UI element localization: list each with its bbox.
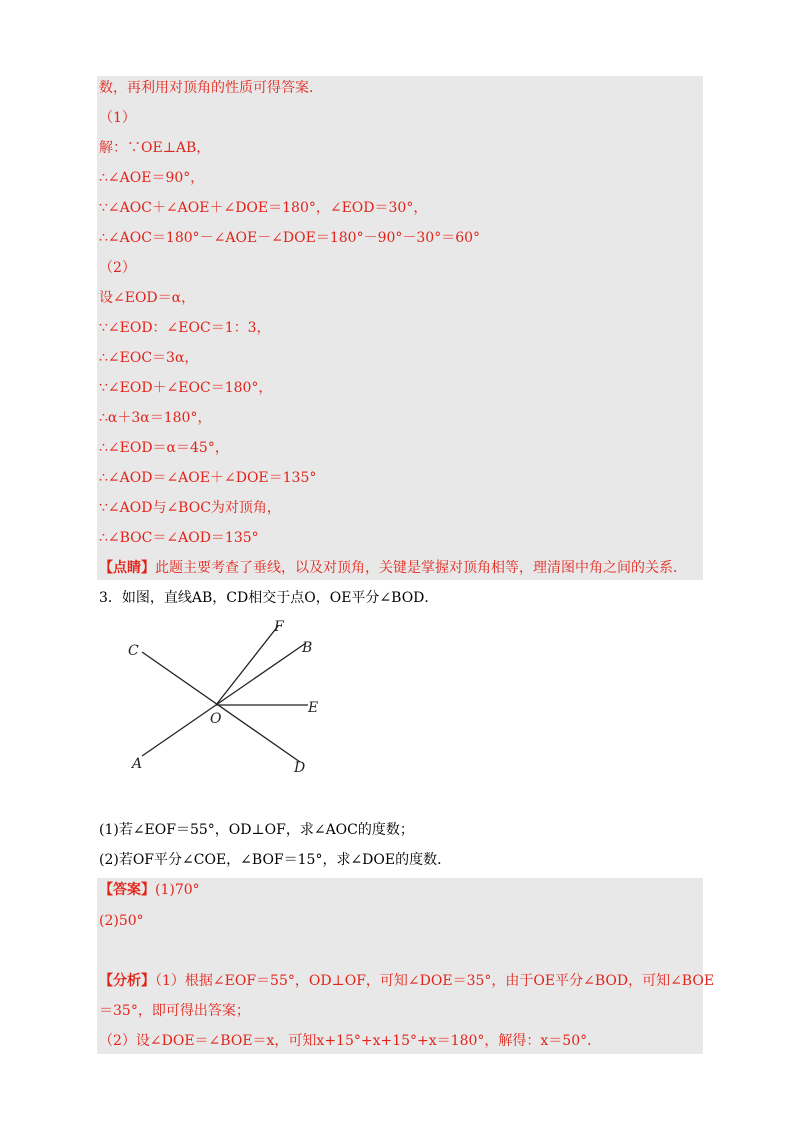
solution-line: ∴∠AOE＝90°， xyxy=(99,170,205,186)
comment-line xyxy=(99,558,687,578)
label-c: C xyxy=(128,643,139,659)
solution-line: ∴∠EOD＝α＝45°， xyxy=(99,440,229,456)
solution-line: ∵∠AOC＋∠AOE＋∠DOE＝180°，∠EOD＝30°， xyxy=(99,200,428,216)
answer-tag: 【答案】 xyxy=(99,882,155,898)
analysis-line-2: ＝35°，即可得出答案； xyxy=(99,1003,250,1019)
comment-text: 此题主要考查了垂线，以及对顶角，关键是掌握对顶角相等，理清图中角之间的关系． xyxy=(155,560,687,576)
question-stem: 3．如图，直线AB，CD相交于点O，OE平分∠BOD． xyxy=(99,590,439,606)
question-part2: (2)若OF平分∠COE，∠BOF＝15°，求∠DOE的度数． xyxy=(99,852,452,868)
answer-1: (1)70° xyxy=(155,882,200,898)
label-a: A xyxy=(132,756,143,772)
line-ab xyxy=(142,643,306,756)
solution-line: 解：∵OE⊥AB， xyxy=(99,140,211,156)
label-o: O xyxy=(210,711,222,727)
solution-line: 数，再利用对顶角的性质可得答案． xyxy=(99,80,323,96)
solution-line: ∵∠EOD：∠EOC＝1：3， xyxy=(99,320,271,336)
label-b: B xyxy=(302,640,313,656)
solution-line: ∴∠EOC＝3α， xyxy=(99,350,199,366)
analysis-text-1: （1）根据∠EOF＝55°，OD⊥OF，可知∠DOE＝35°，由于OE平分∠BOD，可知∠BOE xyxy=(155,973,715,989)
analysis-line-3: （2）设∠DOE＝∠BOE＝x，可知x+15°+x+15°+x＝180°，解得：x＝50°． xyxy=(99,1033,602,1049)
analysis-line-1 xyxy=(99,971,714,991)
comment-tag: 【点睛】 xyxy=(99,560,155,576)
ray-of xyxy=(216,626,278,705)
answer-block xyxy=(97,878,703,1054)
geometry-figure xyxy=(120,615,340,780)
solution-line: 设∠EOD＝α， xyxy=(99,290,196,306)
analysis-tag: 【分析】 xyxy=(99,973,155,989)
solution-line: ∵∠EOD＋∠EOC＝180°， xyxy=(99,380,273,396)
solution-line: （1） xyxy=(99,110,136,126)
question-part1: (1)若∠EOF＝55°，OD⊥OF，求∠AOC的度数； xyxy=(99,822,414,838)
answer-line-2: (2)50° xyxy=(99,913,144,929)
solution-line: ∵∠AOD与∠BOC为对顶角， xyxy=(99,500,281,516)
label-e: E xyxy=(308,700,319,716)
answer-line-1 xyxy=(99,880,200,900)
solution-line: ∴∠BOC＝∠AOD＝135° xyxy=(99,530,259,546)
solution-line: （2） xyxy=(99,260,136,276)
solution-line: ∴∠AOD＝∠AOE＋∠DOE＝135° xyxy=(99,470,317,486)
solution-line: ∴∠AOC＝180°－∠AOE－∠DOE＝180°－90°－30°＝60° xyxy=(99,230,481,246)
label-f: F xyxy=(274,619,284,635)
line-cd xyxy=(142,652,300,762)
label-d: D xyxy=(294,760,306,776)
solution-line: ∴α＋3α＝180°， xyxy=(99,410,212,426)
